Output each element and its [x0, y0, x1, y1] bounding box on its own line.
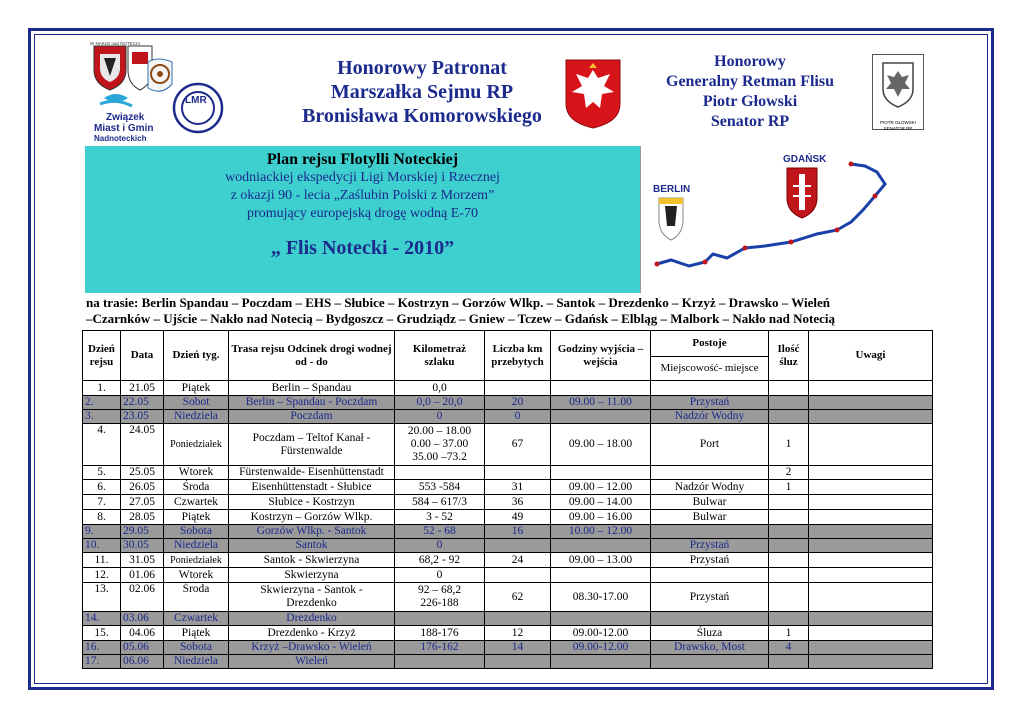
- cell-stop: Port: [651, 424, 769, 466]
- patron-line-2: Marszałka Sejmu RP: [330, 81, 514, 103]
- cell-date: 06.06: [121, 655, 164, 669]
- cell-n: 4.: [83, 424, 121, 466]
- header-route: Trasa rejsu Odcinek drogi wodnej od - do: [229, 331, 395, 381]
- table-header-row: [83, 331, 933, 357]
- cell-route: [229, 583, 395, 612]
- cell-nkm: [485, 612, 551, 626]
- cell-nkm: [485, 539, 551, 553]
- cell-hours: [551, 466, 651, 480]
- cell-km: 68,2 - 92: [395, 553, 485, 568]
- cell-locks: 1: [769, 480, 809, 495]
- polish-eagle-emblem: [564, 58, 622, 130]
- table-row: [83, 626, 933, 641]
- logo-text-3: Nadnoteckich: [94, 134, 147, 143]
- cell-stop: Bulwar: [651, 510, 769, 525]
- cell-route-line: Fürstenwalde: [280, 444, 343, 457]
- header-weekday: Dzień tyg.: [164, 331, 229, 381]
- cell-route: Wieleń: [229, 655, 395, 669]
- banner-line-2: z okazji 90 - lecia „Zaślubin Polski z Morzem”: [230, 188, 495, 203]
- cell-hours: 09.00 – 12.00: [551, 480, 651, 495]
- retman-line-4: Senator RP: [710, 113, 790, 130]
- cell-n: 11.: [83, 553, 121, 568]
- cell-day: Sobota: [164, 641, 229, 655]
- cell-km: [395, 466, 485, 480]
- cell-km: 553 -584: [395, 480, 485, 495]
- cell-nkm: 0: [485, 410, 551, 424]
- cell-hours: 09.00-12.00: [551, 626, 651, 641]
- cell-n: 5.: [83, 466, 121, 480]
- cell-locks: [769, 381, 809, 396]
- cell-stop: [651, 655, 769, 669]
- seal-caption-1: PIOTR GŁOWSKI: [879, 120, 916, 125]
- cell-notes: [809, 525, 933, 539]
- senator-seal: [872, 54, 924, 130]
- banner-line-1: wodniackiej ekspedycji Ligi Morskiej i Rzecznej: [225, 170, 500, 185]
- banner-title: Plan rejsu Flotylli Noteckiej: [266, 151, 459, 168]
- table-row: [83, 655, 933, 669]
- cell-km: 584 – 617/3: [395, 495, 485, 510]
- header-date: Data: [121, 331, 164, 381]
- header-hours: Godziny wyjścia –wejścia: [551, 331, 651, 381]
- cell-date: 23.05: [121, 410, 164, 424]
- cell-hours: [551, 410, 651, 424]
- cell-date: 05.06: [121, 641, 164, 655]
- cell-hours: [551, 381, 651, 396]
- cell-km: [395, 612, 485, 626]
- cell-route-line: Skwierzyna - Santok -: [260, 584, 363, 596]
- cell-hours: 10.00 – 12.00: [551, 525, 651, 539]
- cell-stop: Bulwar: [651, 495, 769, 510]
- cell-hours: [551, 655, 651, 669]
- table-row: [83, 466, 933, 480]
- cell-hours: 09.00 – 13.00: [551, 553, 651, 568]
- cruise-schedule-table: [82, 330, 933, 669]
- cell-locks: [769, 655, 809, 669]
- route-line-2: –Czarnków – Ujście – Nakło nad Notecią – Bydgoszcz – Grudziądz – Gniew – Tczew – Gdańsk – Elbląg – Malbork – Nakło nad Notecią: [86, 311, 835, 326]
- table-row: [83, 641, 933, 655]
- cell-hours: [551, 612, 651, 626]
- cell-day: Sobot: [164, 396, 229, 410]
- cell-notes: [809, 480, 933, 495]
- cell-notes: [809, 612, 933, 626]
- cell-notes: [809, 410, 933, 424]
- cell-date: 27.05: [121, 495, 164, 510]
- cell-locks: 2: [769, 466, 809, 480]
- retman-line-2: Generalny Retman Flisu: [666, 73, 834, 90]
- banner-text: [85, 150, 640, 260]
- header-day: Dzień rejsu: [83, 331, 121, 381]
- table-row: [83, 381, 933, 396]
- cell-notes: [809, 568, 933, 583]
- cell-locks: [769, 396, 809, 410]
- cell-date: 28.05: [121, 510, 164, 525]
- cell-day: Niedziela: [164, 539, 229, 553]
- cell-nkm: 49: [485, 510, 551, 525]
- cell-locks: [769, 495, 809, 510]
- retman-line-3: Piotr Głowski: [702, 93, 798, 110]
- cell-day: Czwartek: [164, 612, 229, 626]
- cell-n: 15.: [83, 626, 121, 641]
- cell-day: Poniedziałek: [164, 553, 229, 568]
- cell-route: Berlin – Spandau - Poczdam: [229, 396, 395, 410]
- cell-hours: [551, 539, 651, 553]
- cell-stop: Nadzór Wodny: [651, 410, 769, 424]
- cell-hours: [551, 568, 651, 583]
- union-logo-icon: [86, 40, 236, 144]
- cell-km-line: 35.00 –73.2: [412, 451, 467, 463]
- cell-km-line: 20.00 – 18.00: [407, 425, 472, 437]
- header-stops: Postoje: [651, 331, 769, 357]
- cell-hours: 09.00 – 14.00: [551, 495, 651, 510]
- cell-locks: 4: [769, 641, 809, 655]
- cell-date: 25.05: [121, 466, 164, 480]
- banner-line-3: promujący europejską drogę wodną E-70: [247, 206, 478, 221]
- cell-stop: Przystań: [651, 396, 769, 410]
- table-row: [83, 612, 933, 626]
- route-point: [835, 228, 840, 233]
- cell-notes: [809, 655, 933, 669]
- cell-stop: [651, 612, 769, 626]
- cell-n: 6.: [83, 480, 121, 495]
- cell-nkm: [485, 466, 551, 480]
- cell-stop: Nadzór Wodny: [651, 480, 769, 495]
- cell-route: Poczdam: [229, 410, 395, 424]
- table-row: [83, 396, 933, 410]
- cell-locks: [769, 568, 809, 583]
- cell-day: Piątek: [164, 381, 229, 396]
- map-label-berlin: BERLIN: [653, 184, 691, 195]
- cell-day: Piątek: [164, 626, 229, 641]
- cell-day: Wtorek: [164, 466, 229, 480]
- cell-locks: [769, 410, 809, 424]
- cell-route: Gorzów Wlkp. - Santok: [229, 525, 395, 539]
- header-nkm: Liczba km przebytych: [485, 331, 551, 381]
- cell-nkm: 12: [485, 626, 551, 641]
- cell-km: 0: [395, 568, 485, 583]
- cell-notes: [809, 466, 933, 480]
- municipal-logos: [86, 40, 236, 144]
- cell-date: 22.05: [121, 396, 164, 410]
- cell-route: Słubice - Kostrzyn: [229, 495, 395, 510]
- cell-route: Santok: [229, 539, 395, 553]
- cell-stop: [651, 381, 769, 396]
- cell-notes: [809, 495, 933, 510]
- cell-km: 3 - 52: [395, 510, 485, 525]
- table-row: [83, 568, 933, 583]
- route-line-1: na trasie: Berlin Spandau – Poczdam – EHS – Słubice – Kostrzyn – Gorzów Wlkp. – Santok – Drezdenko – Krzyż – Drawsko – Wieleń: [86, 295, 831, 310]
- cell-nkm: 67: [485, 424, 551, 466]
- logo-text-1: Związek: [106, 112, 145, 123]
- cell-stop: Śluza: [651, 626, 769, 641]
- cell-stop: [651, 466, 769, 480]
- cell-km: 188-176: [395, 626, 485, 641]
- cell-route-line: Drezdenko: [286, 597, 337, 609]
- cell-km: 0: [395, 539, 485, 553]
- cell-day: Czwartek: [164, 495, 229, 510]
- cell-km: 0,0 – 20,0: [395, 396, 485, 410]
- cell-notes: [809, 626, 933, 641]
- cell-route: [229, 424, 395, 466]
- cell-nkm: [485, 381, 551, 396]
- cell-nkm: 16: [485, 525, 551, 539]
- cell-day: Wtorek: [164, 568, 229, 583]
- cell-n: 7.: [83, 495, 121, 510]
- cell-nkm: 31: [485, 480, 551, 495]
- cell-km: [395, 655, 485, 669]
- cell-hours: 08.30-17.00: [551, 583, 651, 612]
- cell-locks: [769, 510, 809, 525]
- patron-line-3: Bronisława Komorowskiego: [302, 105, 542, 127]
- patronage-block: [282, 56, 562, 128]
- cell-hours: 09.00 – 18.00: [551, 424, 651, 466]
- logo-text-2: Miast i Gmin: [94, 123, 154, 134]
- cell-notes: [809, 539, 933, 553]
- cell-km-line: 226-188: [420, 597, 459, 609]
- cell-date: 04.06: [121, 626, 164, 641]
- cell-notes: [809, 424, 933, 466]
- cell-notes: [809, 396, 933, 410]
- cell-locks: [769, 553, 809, 568]
- cell-notes: [809, 510, 933, 525]
- route-map: [640, 146, 933, 293]
- cell-km: 0: [395, 410, 485, 424]
- retman-block: [640, 52, 860, 132]
- cell-day: Niedziela: [164, 655, 229, 669]
- lmr-logo-text: LMR: [185, 95, 207, 106]
- cell-route: Drezdenko: [229, 612, 395, 626]
- retman-line-1: Honorowy: [714, 53, 786, 70]
- cell-route: Santok - Skwierzyna: [229, 553, 395, 568]
- seal-caption-2: SENATOR RP: [883, 126, 913, 131]
- cell-route: Berlin – Spandau: [229, 381, 395, 396]
- header-notes: Uwagi: [809, 331, 933, 381]
- cell-stop: Przystań: [651, 553, 769, 568]
- cell-locks: [769, 525, 809, 539]
- cell-nkm: 36: [485, 495, 551, 510]
- cell-route: Krzyż –Drawsko - Wieleń: [229, 641, 395, 655]
- cell-nkm: [485, 568, 551, 583]
- cell-notes: [809, 381, 933, 396]
- cell-n: 13.: [83, 583, 121, 612]
- cell-route-line: Poczdam – Teltof Kanał -: [252, 431, 371, 444]
- cell-day: Piątek: [164, 510, 229, 525]
- cell-date: 03.06: [121, 612, 164, 626]
- cell-day: Poniedziałek: [164, 424, 229, 466]
- cell-nkm: 24: [485, 553, 551, 568]
- cell-route: Eisenhüttenstadt - Słubice: [229, 480, 395, 495]
- cell-n: 12.: [83, 568, 121, 583]
- table-row: [83, 539, 933, 553]
- cell-nkm: 20: [485, 396, 551, 410]
- cell-date: 26.05: [121, 480, 164, 495]
- cell-notes: [809, 583, 933, 612]
- cell-n: 8.: [83, 510, 121, 525]
- route-point: [703, 260, 708, 265]
- cell-km: [395, 424, 485, 466]
- cell-hours: 09.00 – 16.00: [551, 510, 651, 525]
- cell-stop: Przystań: [651, 583, 769, 612]
- cell-stop: Drawsko, Most: [651, 641, 769, 655]
- patron-line-1: Honorowy Patronat: [337, 57, 507, 79]
- cell-notes: [809, 641, 933, 655]
- cell-locks: [769, 539, 809, 553]
- cell-date: 21.05: [121, 381, 164, 396]
- seal-icon: [873, 55, 923, 115]
- logo-caption: W NAKLE nad NOTECIĄ: [90, 41, 141, 46]
- flis-title: „ Flis Notecki - 2010”: [270, 237, 455, 259]
- cell-km: 176-162: [395, 641, 485, 655]
- route-point: [849, 162, 854, 167]
- cell-date: 29.05: [121, 525, 164, 539]
- cell-hours: 09.00 – 11.00: [551, 396, 651, 410]
- cell-nkm: [485, 655, 551, 669]
- cell-day: Niedziela: [164, 410, 229, 424]
- table-row: [83, 510, 933, 525]
- cell-stop: [651, 525, 769, 539]
- route-point: [789, 240, 794, 245]
- cell-route: Kostrzyn – Gorzów Wlkp.: [229, 510, 395, 525]
- header-km: Kilometraż szlaku: [395, 331, 485, 381]
- cell-notes: [809, 553, 933, 568]
- map-label-gdansk: GDAŃSK: [783, 154, 827, 165]
- table-row: [83, 553, 933, 568]
- cell-date: 30.05: [121, 539, 164, 553]
- cell-date: 24.05: [121, 424, 164, 466]
- route-point: [655, 262, 660, 267]
- cell-n: 1.: [83, 381, 121, 396]
- cell-stop: Przystań: [651, 539, 769, 553]
- cell-stop: [651, 568, 769, 583]
- header-stops-sub: Miejscowość- miejsce: [651, 357, 769, 381]
- cell-locks: 1: [769, 626, 809, 641]
- cell-km: 52 - 68: [395, 525, 485, 539]
- route-description: [86, 295, 934, 327]
- cell-day: Środa: [164, 583, 229, 612]
- cell-date: 01.06: [121, 568, 164, 583]
- cell-route: Skwierzyna: [229, 568, 395, 583]
- table-row: [83, 424, 933, 466]
- cell-n: 10.: [83, 539, 121, 553]
- cell-km: 0,0: [395, 381, 485, 396]
- route-point: [743, 246, 748, 251]
- eagle-icon: [564, 58, 622, 130]
- cell-n: 17.: [83, 655, 121, 669]
- cell-n: 14.: [83, 612, 121, 626]
- cell-hours: 09.00-12.00: [551, 641, 651, 655]
- header-locks: Ilość śluz: [769, 331, 809, 381]
- route-line: [657, 164, 885, 266]
- cell-km: [395, 583, 485, 612]
- table-row: [83, 495, 933, 510]
- cell-day: Środa: [164, 480, 229, 495]
- cell-locks: [769, 612, 809, 626]
- table-row: [83, 480, 933, 495]
- cell-n: 2.: [83, 396, 121, 410]
- cell-date: 31.05: [121, 553, 164, 568]
- table-row: [83, 525, 933, 539]
- cell-n: 9.: [83, 525, 121, 539]
- cell-n: 3.: [83, 410, 121, 424]
- cell-n: 16.: [83, 641, 121, 655]
- route-map-svg: [641, 146, 933, 293]
- route-point: [873, 194, 878, 199]
- cell-date: 02.06: [121, 583, 164, 612]
- table-row: [83, 410, 933, 424]
- cell-day: Sobota: [164, 525, 229, 539]
- cell-nkm: 62: [485, 583, 551, 612]
- cell-locks: [769, 583, 809, 612]
- cell-nkm: 14: [485, 641, 551, 655]
- cruise-banner: [85, 146, 932, 293]
- table-row: [83, 583, 933, 612]
- cell-km-line: 0.00 – 37.00: [410, 438, 469, 450]
- cell-route: Fürstenwalde- Eisenhüttenstadt: [229, 466, 395, 480]
- cell-locks: 1: [769, 424, 809, 466]
- cell-km-line: 92 – 68,2: [417, 584, 462, 596]
- cell-route: Drezdenko - Krzyż: [229, 626, 395, 641]
